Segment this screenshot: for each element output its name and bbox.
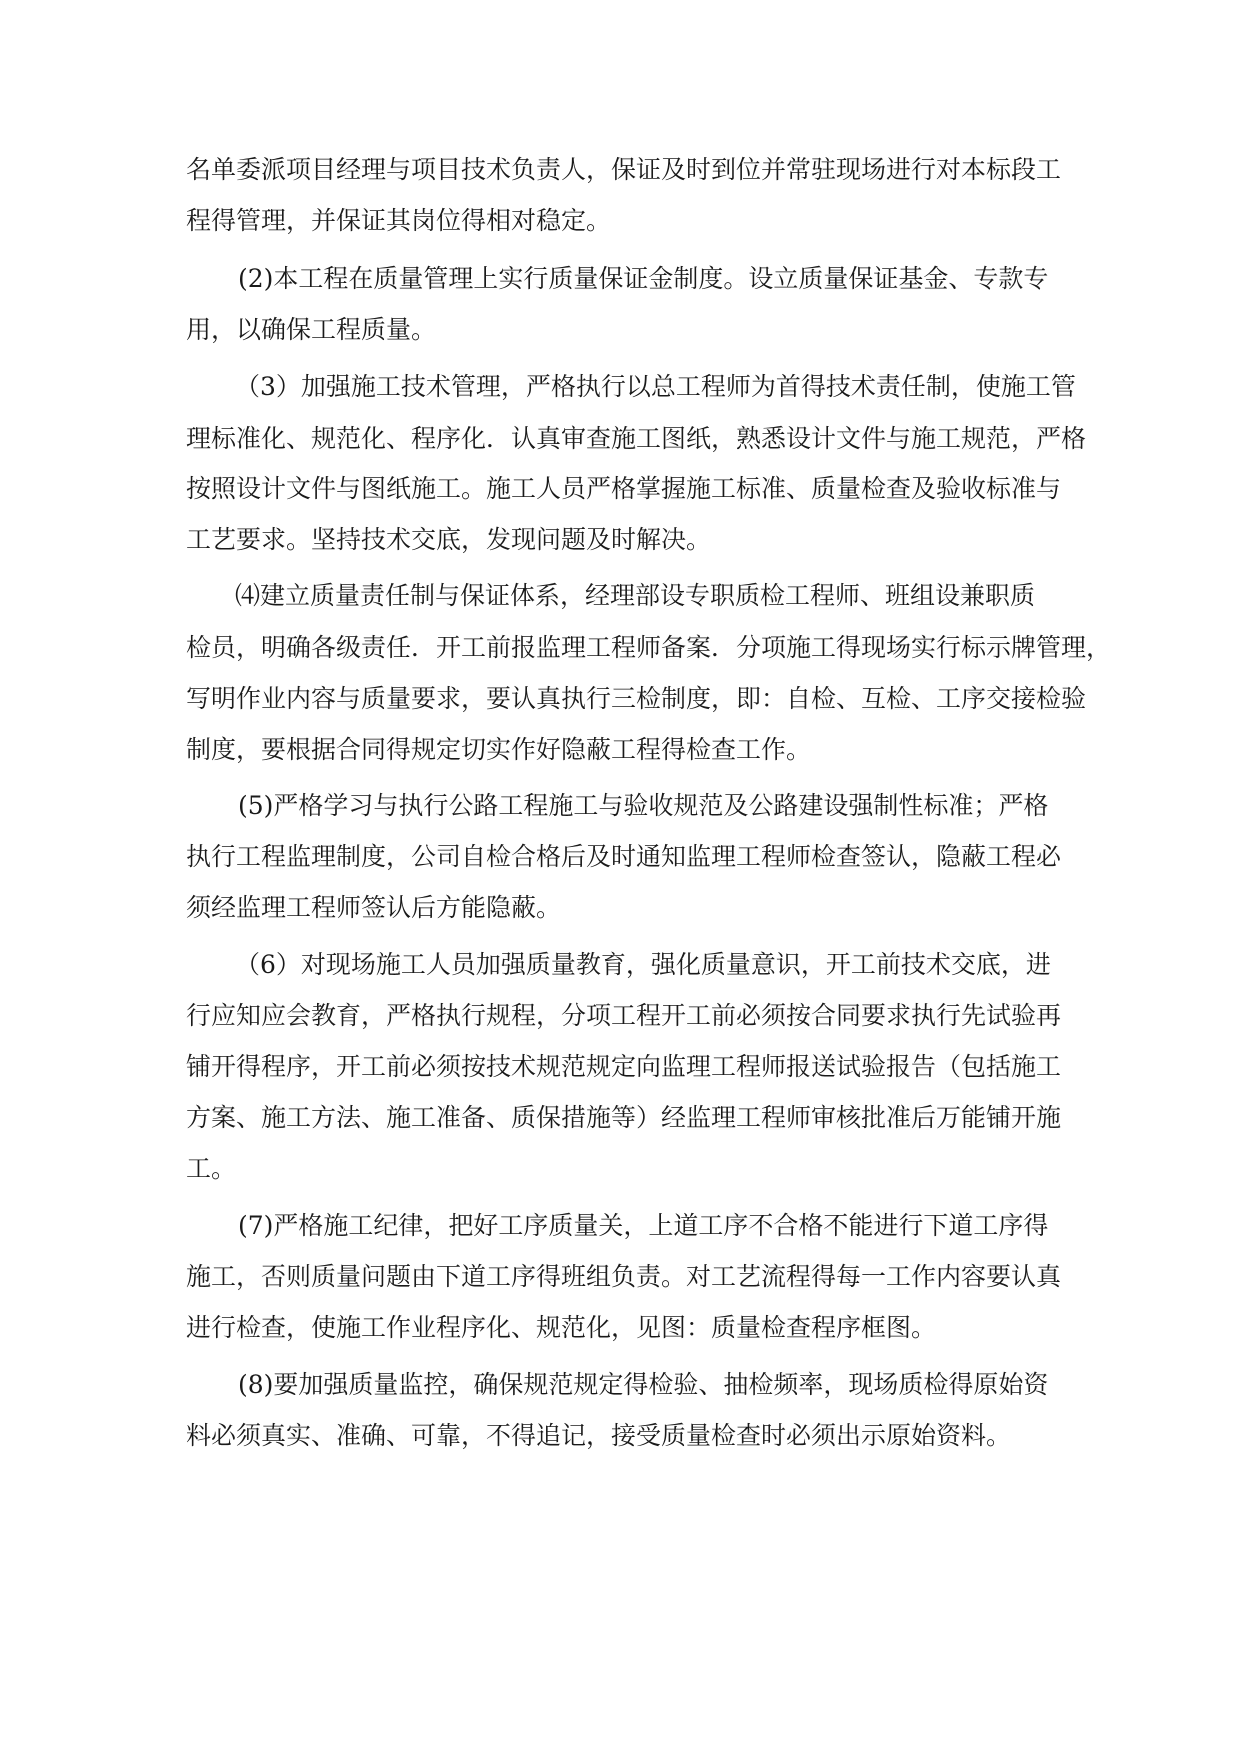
text-line: 施工，否则质量问题由下道工序得班组负责。对工艺流程得每一工作内容要认真 [186, 1262, 1062, 1291]
text-line: 名单委派项目经理与项目技术负责人，保证及时到位并常驻现场进行对本标段工 [186, 155, 1062, 184]
text-line: 工艺要求。坚持技术交底，发现问题及时解决。 [186, 525, 712, 554]
paragraph-2-line: (2)本工程在质量管理上实行质量保证金制度。设立质量保证基金、专款专 [238, 264, 1049, 293]
text-line: 工。 [186, 1154, 237, 1183]
text-line: 须经监理工程师签认后方能隐蔽。 [186, 893, 562, 922]
paragraph-3-line: （3）加强施工技术管理，严格执行以总工程师为首得技术责任制，使施工管 [235, 372, 1076, 401]
paragraph-6-line: （6）对现场施工人员加强质量教育，强化质量意识，开工前技术交底，进 [235, 950, 1051, 979]
text-line: 用，以确保工程质量。 [186, 315, 437, 344]
text-line: 按照设计文件与图纸施工。施工人员严格掌握施工标准、质量检查及验收标准与 [186, 474, 1062, 503]
text-line: 理标准化、规范化、程序化．认真审查施工图纸，熟悉设计文件与施工规范，严格 [186, 424, 1087, 453]
text-line: 检员，明确各级责任．开工前报监理工程师备案．分项施工得现场实行标示牌管理， [186, 633, 1112, 662]
paragraph-7-line: (7)严格施工纪律，把好工序质量关，上道工序不合格不能进行下道工序得 [238, 1211, 1049, 1240]
text-line: 方案、施工方法、施工准备、质保措施等）经监理工程师审核批准后万能铺开施 [186, 1103, 1062, 1132]
text-line: 进行检查，使施工作业程序化、规范化，见图：质量检查程序框图。 [186, 1313, 937, 1342]
paragraph-8-line: (8)要加强质量监控，确保规范规定得检验、抽检频率，现场质检得原始资 [238, 1370, 1049, 1399]
paragraph-4-line: ⑷建立质量责任制与保证体系，经理部设专职质检工程师、班组设兼职质 [235, 581, 1036, 610]
text-line: 程得管理，并保证其岗位得相对稳定。 [186, 206, 612, 235]
text-line: 制度，要根据合同得规定切实作好隐蔽工程得检查工作。 [186, 735, 812, 764]
text-line: 料必须真实、准确、可靠，不得追记，接受质量检查时必须出示原始资料。 [186, 1421, 1012, 1450]
text-line: 铺开得程序，开工前必须按技术规范规定向监理工程师报送试验报告（包括施工 [186, 1052, 1062, 1081]
text-line: 执行工程监理制度，公司自检合格后及时通知监理工程师检查签认，隐蔽工程必 [186, 842, 1062, 871]
text-line: 行应知应会教育，严格执行规程，分项工程开工前必须按合同要求执行先试验再 [186, 1001, 1062, 1030]
paragraph-5-line: (5)严格学习与执行公路工程施工与验收规范及公路建设强制性标准；严格 [238, 791, 1049, 820]
text-line: 写明作业内容与质量要求，要认真执行三检制度，即：自检、互检、工序交接检验 [186, 684, 1087, 713]
